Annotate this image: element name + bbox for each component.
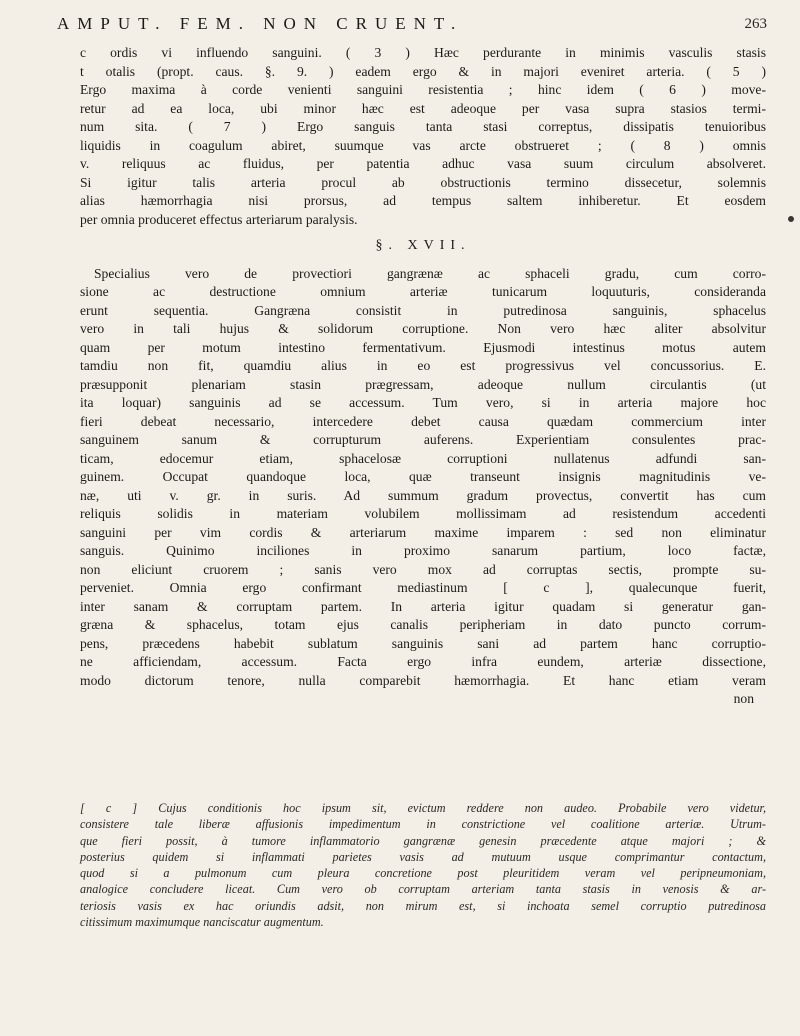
footnote-line: que fieri possit, à tumore inflammatorio gangrænæ genesin præcedente atque majori ; & xyxy=(80,833,766,848)
text-line: guinem. Occupat quandoque loca, quæ transeunt insignis magnitudinis ve- xyxy=(80,469,766,484)
text-line: græna & sphacelus, totam ejus canalis peripheriam in dato puncto corrum- xyxy=(80,617,766,632)
text-line: num sita. ( 7 ) Ergo sanguis tanta stasi correptus, dissipatis tenuioribus xyxy=(80,119,766,134)
text-line: t otalis (propt. caus. §. 9. ) eadem ergo & in majori eveniret arteria. ( 5 ) xyxy=(80,63,766,79)
text-line: Ergo maxima à corde venienti sanguini resistentia ; hinc idem ( 6 ) move- xyxy=(80,82,766,97)
footnote-line: quod si a pulmonum cum pleura concretione post pleuritidem veram vel peripneumoniam, xyxy=(80,866,766,881)
text-line: ita loquar) sanguinis ad se accessum. Tum vero, si in arteria majore hoc xyxy=(80,395,766,410)
footnote-line: [ c ] Cujus conditionis hoc ipsum sit, evictum reddere non audeo. Probabile vero videtur, xyxy=(80,801,766,815)
footnote-line: analogice concludere liceat. Cum vero ob corruptam arteriam tanta stasis in venosis & ar- xyxy=(80,882,766,897)
paragraph-2 xyxy=(80,265,766,691)
text-line: Si igitur talis arteria procul ab obstructionis termino dissecetur, solemnis xyxy=(80,174,766,190)
text-line: sanguis. Quinimo inciliones in proximo sanarum partium, loco factæ, xyxy=(80,543,766,558)
text-line: sanguini per vim cordis & arteriarum maxime imparem : sed non eliminatur xyxy=(80,524,766,540)
catchword: non xyxy=(733,691,754,706)
main-text xyxy=(80,44,766,709)
footnote-line: consistere tale liberæ affusionis impedimentum in constrictione vel coalitione arteriæ. Utrum- xyxy=(80,817,766,832)
section-heading: §. XVII. xyxy=(375,238,471,253)
running-title: AMPUT. FEM. NON CRUENT. xyxy=(57,14,464,33)
text-line: erunt sequentia. Gangræna consistit in putredinosa sanguinis, sphacelus xyxy=(80,302,766,318)
text-line: næ, uti v. gr. in suris. Ad summum gradum provectus, convertit has cum xyxy=(80,487,766,503)
text-line: sione ac destructione omnium arteriæ tunicarum loquuturis, consideranda xyxy=(80,284,766,299)
text-line: præsupponit plenariam stasin prægressam, adeoque nullum circulantis (ut xyxy=(80,376,766,392)
paragraph-1 xyxy=(80,44,766,229)
text-line: fieri debeat necessario, intercedere debet causa quædam commercium inter xyxy=(80,413,766,429)
text-line: Specialius vero de provectiori gangrænæ ac sphaceli gradu, cum corro- xyxy=(94,265,766,281)
footnote-line: posterius quidem si inflammati parietes vasis ad mutuum usque comprimantur contactum, xyxy=(80,849,766,864)
text-line: sanguinem sanum & corrupturum auferens. Experientiam consulentes prac- xyxy=(80,432,766,447)
text-line: per omnia produceret effectus arteriarum paralysis. xyxy=(80,211,358,227)
text-line: v. reliquus ac fluidus, per patentia adhuc vasa suum circulum absolveret. xyxy=(80,156,766,171)
text-line: liquidis in coagulum abiret, suumque vas arcte obstrueret ; ( 8 ) omnis xyxy=(80,137,766,153)
text-line: c ordis vi influendo sanguini. ( 3 ) Hæc perdurante in minimis vasculis stasis xyxy=(80,45,766,60)
page-number: 263 xyxy=(744,16,767,32)
text-line: ticam, edocemur etiam, sphacelosæ corruptioni nullatenus adfundi san- xyxy=(80,450,766,466)
text-line: non eliciunt cruorem ; sanis vero mox ad corruptas sectis, prompte su- xyxy=(80,561,766,577)
footnote xyxy=(80,800,766,930)
text-line: ne afficiendam, accessum. Facta ergo infra eundem, arteriæ dissectione, xyxy=(80,654,766,669)
text-line: vero in tali hujus & solidorum corruptione. Non vero hæc aliter absolvitur xyxy=(80,321,766,336)
text-line: retur ad ea loca, ubi minor hæc est adeoque per vasa supra stasios termi- xyxy=(80,100,766,116)
text-line: quam per motum intestino fermentativum. Ejusmodi intestinus motus autem xyxy=(80,339,766,355)
footnote-line: citissimum maximumque nanciscatur augmentum. xyxy=(80,915,324,930)
footnote-line: teriosis vasis ex hac oriundis adsit, non mirum est, si inchoata semel corruptio putredinosa xyxy=(80,898,766,913)
page-header xyxy=(57,14,767,42)
text-line: pens, præcedens habebit sublatum sanguinis sani ad partem hanc corruptio- xyxy=(80,635,766,651)
margin-ink-dot xyxy=(788,216,794,222)
text-line: reliquis solidis in materiam volubilem mollissimam ad resistendum accedenti xyxy=(80,506,766,521)
text-line: perveniet. Omnia ergo confirmant mediastinum [ c ], qualecunque fuerit, xyxy=(80,580,766,595)
text-line: alias hæmorrhagia nisi prorsus, ad tempus saltem inhiberetur. Et eosdem xyxy=(80,193,766,208)
text-line: tamdiu non fit, quamdiu alius in eo est progressivus vel concussorius. E. xyxy=(80,358,766,373)
text-line: inter sanam & corruptam partem. In arteria igitur quadam si generatur gan- xyxy=(80,598,766,614)
text-line: modo dictorum tenore, nulla comparebit hæmorrhagia. Et hanc etiam veram xyxy=(80,672,766,688)
